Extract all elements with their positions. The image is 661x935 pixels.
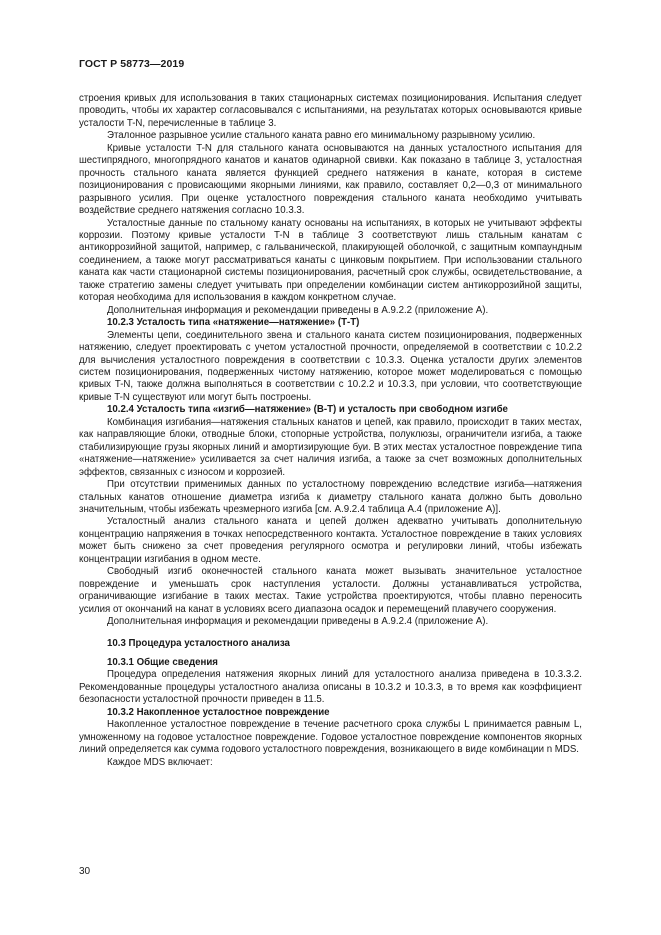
paragraph: Кривые усталости T-N для стального каната основываются на данных усталостного испытания для шестипрядного, многопрядного канатов и канатов одинарной свивки. Как показано в таблице 3, усталостная прочность стального каната является функцией среднего натяжения в канате, которая в системе позиционирования с провисающими якорными линиями, как правило, составляет 0,2—0,3 от минимального разрывного усилия. При оценке усталостного повреждения стального каната необходимо учитывать воздействие среднего натяжения согласно 10.3.3.	[79, 142, 582, 217]
page-number: 30	[79, 866, 91, 877]
subsection-heading: 10.3.1 Общие сведения	[107, 656, 218, 668]
paragraph: Комбинация изгибания—натяжения стальных канатов и цепей, как правило, происходит в таких местах, как направляющие блоки, отводные блоки, стопорные устройства, полуклюзы, ограничители изгиба, а также стабилизирующие грузы якорных линий и амортизирующие буи. В этих местах усталостное повреждение типа «натяжение—натяжение» усиливается за счет наличия изгиба, а также за счет возможных дополнительных эффектов, связанных с износом и коррозией.	[79, 416, 582, 478]
subsection-heading: 10.3.2 Накопленное усталостное повреждение	[107, 706, 330, 718]
paragraph: Накопленное усталостное повреждение в течение расчетного срока службы L принимается равным L, умноженному на годовое усталостное повреждение. Годовое усталостное повреждение компонентов якорных линий определяется как сумма годового усталостного повреждения, возникающего в виде комбинации n MDS.	[79, 719, 582, 756]
paragraph: Элементы цепи, соединительного звена и стального каната систем позиционирования, подверженных натяжению, следует проектировать с учетом усталостной прочности, определяемой в соответствии с 10.2.2 для вычисления усталостного повреждения в соответствии с 10.3.3. Оценка усталости других элементов систем позиционирования, подверженных чистому натяжению, которое может моделироваться с помощью кривых T-N, также должна выполняться в соответствии с 10.2.2 и 10.3.3, при условии, что соответствующие кривые T-N существуют или могут быть построены.	[79, 329, 582, 403]
paragraph: Дополнительная информация и рекомендации приведены в А.9.2.2 (приложение А).	[107, 304, 489, 316]
paragraph: Эталонное разрывное усилие стального каната равно его минимальному разрывному усилию.	[107, 130, 536, 142]
paragraph: Усталостный анализ стального каната и цепей должен адекватно учитывать дополнительную концентрацию напряжения в точках непосредственного контакта. Усталостное повреждение в таких условиях может быть снижено за счет проведения регулярного осмотра и регулировки линий, чтобы избежать концентрации изгибания в одном месте.	[79, 516, 582, 565]
paragraph: При отсутствии применимых данных по усталостному повреждению вследствие изгиба—натяжения стальных канатов отношение диаметра изгиба к диаметру стального каната должно быть довольно значительным, чтобы избежать чрезмерного изгиба [см. А.9.2.4 таблица А.4 (приложение А)].	[79, 479, 582, 515]
subsection-heading: 10.2.4 Усталость типа «изгиб—натяжение» (В-Т) и усталость при свободном изгибе	[107, 404, 508, 416]
paragraph: Процедура определения натяжения якорных линий для усталостного анализа приведена в 10.3.3.2. Рекомендованные процедуры усталостного анализа описаны в 10.3.2 и 10.3.3, в то время как коэффициент безопасности усталостной прочности приведен в 11.5.	[79, 669, 582, 706]
section-heading: 10.3 Процедура усталостного анализа	[107, 638, 290, 650]
subsection-heading: 10.2.3 Усталость типа «натяжение—натяжение» (Т-Т)	[107, 317, 360, 329]
paragraph: Свободный изгиб оконечностей стального каната может вызывать значительное усталостное повреждение и уменьшать срок наступления усталости. Должны устанавливаться устройства, ограничивающие изгибание в таких местах. Такие устройства проектируются, чтобы плавно переносить усилия от окончаний на канат в условиях всего диапазона осадок и перемещений плавучего сооружения.	[79, 566, 582, 615]
document-header: ГОСТ Р 58773—2019	[79, 58, 185, 70]
paragraph: Дополнительная информация и рекомендации приведены в А.9.2.4 (приложение А).	[107, 616, 489, 628]
paragraph: строения кривых для использования в таких стационарных системах позиционирования. Испытания следует проводить, чтобы их характер согласовывался с испытаниями, на результатах которых основываются кривые усталости T-N, перечисленные в таблице 3.	[79, 93, 582, 129]
paragraph: Усталостные данные по стальному канату основаны на испытаниях, в которых не учитывают эффекты коррозии. Поэтому кривые усталости T-N в таблице 3 соответствуют лишь стальным канатам с антикоррозийной защитой, например, с гальванической, плакирующей оболочкой, с защитным компаундным соединением, а также могут рассматриваться канаты с цинковым покрытием. При использовании стального каната как части стационарной системы позиционирования, расчетный срок службы, освидетельствование, а также стратегию замены следует учитывать при определении комбинации систем антикоррозийной защиты, которая необходима для использования в каждом конкретном случае.	[79, 217, 582, 304]
document-body	[79, 93, 582, 769]
paragraph: Каждое MDS включает:	[107, 756, 213, 768]
